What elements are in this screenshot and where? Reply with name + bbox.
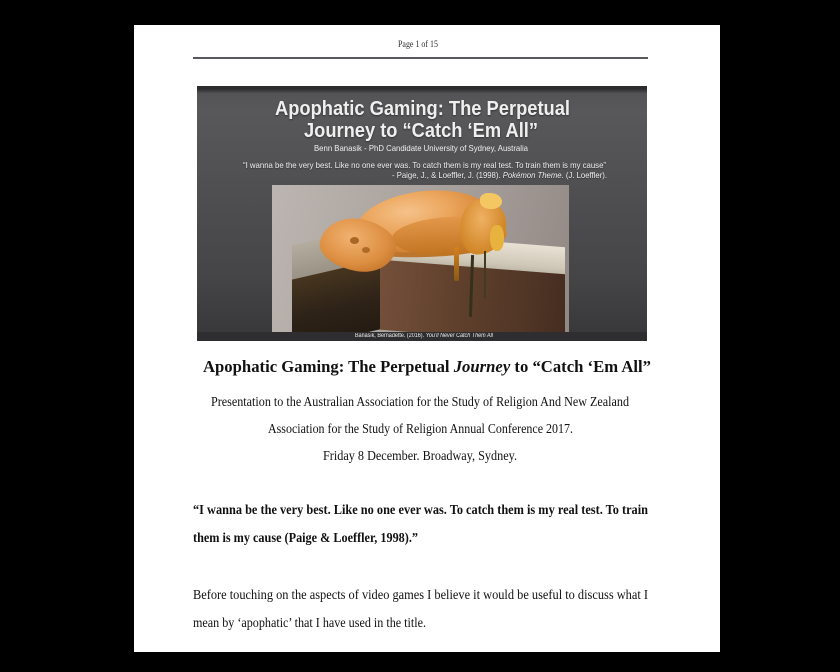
body-paragraph-line1: Before touching on the aspects of video games I believe it would be useful to discuss what I bbox=[193, 587, 648, 602]
sculpture-hole bbox=[350, 237, 359, 244]
slide-quote-attribution bbox=[392, 170, 607, 180]
document-title-text: Apophatic Gaming: The Perpetual bbox=[203, 357, 454, 376]
header-rule bbox=[193, 57, 648, 59]
presentation-info-line3: Friday 8 December. Broadway, Sydney. bbox=[323, 448, 517, 463]
slide-quote: “I wanna be the very best. Like no one ever was. To catch them is my real test. To train them is my cause” bbox=[243, 160, 606, 170]
attribution-text: - Paige, J., & Loeffler, J. (1998). bbox=[392, 170, 503, 180]
title-slide-image bbox=[197, 86, 647, 341]
document-page bbox=[134, 25, 720, 652]
sculpture-yellow-bit-2 bbox=[490, 225, 504, 251]
body-paragraph-line2: mean by ‘apophatic’ that I have used in the title. bbox=[193, 615, 426, 630]
photo-caption bbox=[355, 333, 493, 340]
slide-subtitle: Benn Banasik - PhD Candidate University of Sydney, Australia bbox=[314, 143, 528, 153]
page-number: Page 1 of 15 bbox=[398, 39, 438, 49]
pokemon-quote-line1: “I wanna be the very best. Like no one ever was. To catch them is my real test. To train bbox=[193, 502, 648, 517]
dark-drip-2 bbox=[484, 251, 486, 299]
slide-title-line1: Apophatic Gaming: The Perpetual bbox=[275, 98, 570, 120]
sculpture-hole-2 bbox=[362, 247, 370, 253]
caption-work-title: You’ll Never Catch Them All bbox=[425, 332, 493, 339]
attribution-suffix: (J. Loeffler). bbox=[563, 170, 607, 180]
presentation-info-line1: Presentation to the Australian Association for the Study of Religion And New Zealand bbox=[211, 394, 629, 409]
pokemon-quote-line2: them is my cause (Paige & Loeffler, 1998).” bbox=[193, 530, 418, 545]
presentation-info-line2: Association for the Study of Religion Annual Conference 2017. bbox=[268, 421, 573, 436]
document-title bbox=[203, 357, 651, 377]
document-title-italic: Journey bbox=[453, 357, 511, 376]
slide-photo bbox=[272, 185, 569, 332]
slide-title-line2: Journey to “Catch ‘Em All” bbox=[304, 120, 538, 142]
sculpture-yellow-bit bbox=[480, 193, 502, 209]
amber-drip bbox=[454, 247, 459, 281]
document-title-suffix: to “Catch ‘Em All” bbox=[510, 357, 651, 376]
caption-credit: Banasik, Bernadette. (2016). bbox=[355, 332, 426, 339]
attribution-work-title: Pokémon Theme. bbox=[502, 170, 564, 180]
